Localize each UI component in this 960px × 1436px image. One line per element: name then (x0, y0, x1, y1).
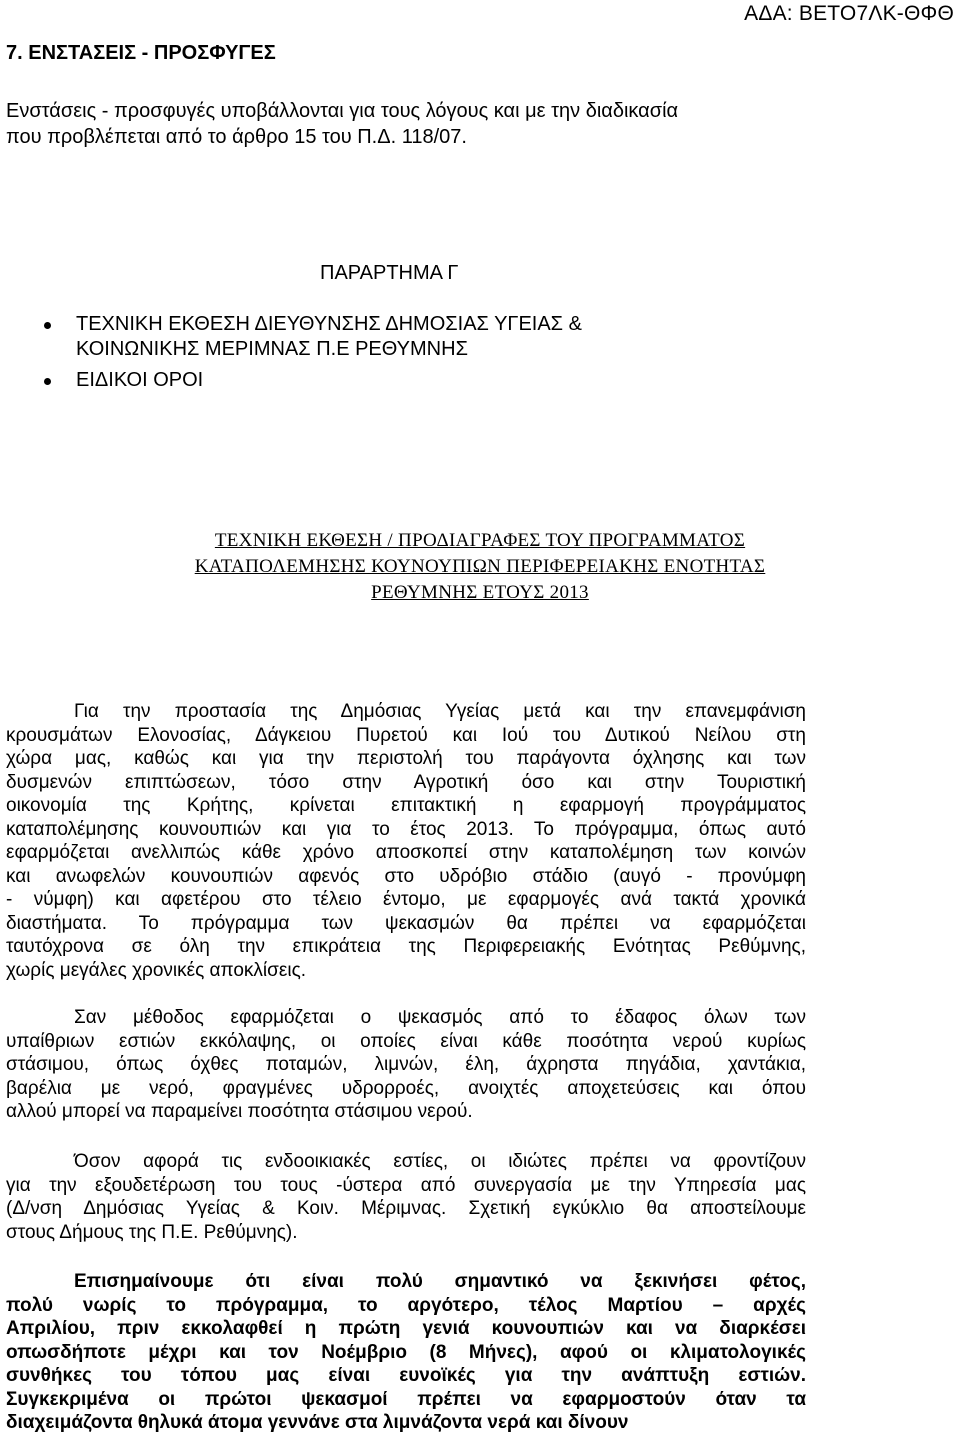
paragraph-line: συνθήκες του τόπου μας είναι ευνοϊκές για την ανάπτυξη εστιών. (6, 1365, 806, 1386)
paragraph-line (6, 1006, 806, 1030)
bullet-item (0, 368, 582, 393)
report-heading (20, 528, 940, 606)
paragraph-line: στους Δήμους της Π.Ε. Ρεθύμνης). (6, 1221, 298, 1243)
paragraph-line: πολύ νωρίς το πρόγραμμα, το αργότερο, τέλος Μαρτίου – αρχές (6, 1294, 806, 1316)
annex-bullet-list (0, 312, 582, 399)
intro-line: Ενστάσεις - προσφυγές υποβάλλονται για τους λόγους και με την διαδικασία (6, 100, 679, 122)
report-heading-line: ΚΑΤΑΠΟΛΕΜΗΣΗΣ ΚΟΥΝΟΥΠΙΩΝ ΠΕΡΙΦΕΡΕΙΑΚΗΣ ΕΝΟΤΗΤΑΣ (194, 556, 766, 577)
paragraph-line: - νύμφη) και αφετέρου στο τέλειο έντομο, με εφαρμογές ανά τακτά χρονικά (6, 889, 806, 910)
bullet-dot-icon (44, 322, 51, 329)
paragraph-timing-notice (6, 1270, 806, 1435)
paragraph-line: Συγκεκριμένα οι πρώτοι ψεκασμοί πρέπει να εφαρμοστούν όταν τα (6, 1388, 806, 1410)
paragraph-line: δυσμενών επιπτώσεων, τόσο στην Αγροτική όσο και στην Τουριστική (6, 771, 806, 793)
paragraph-spraying-method (6, 1006, 806, 1124)
paragraph-line: διαστήματα. Το πρόγραμμα των ψεκασμών θα πρέπει να εφαρμόζεται (6, 912, 806, 934)
paragraph-line: αλλού μπορεί να παραμείνει ποσότητα στάσιμου νερού. (6, 1101, 473, 1122)
paragraph-line: ταυτόχρονα σε όλη την επικράτεια της Περιφερειακής Ενότητας Ρεθύμνης, (6, 936, 806, 957)
bullet-dot-icon (44, 378, 51, 385)
paragraph-line: Απριλίου, πριν εκκολαφθεί η πρώτη γενιά κουνουπιών και να διαρκέσει (6, 1318, 806, 1339)
paragraph-line-text: Επισημαίνουμε ότι είναι πολύ σημαντικό να ξεκινήσει φέτος, (74, 1271, 806, 1292)
paragraph-line (6, 1270, 806, 1294)
bullet-item (0, 312, 582, 362)
paragraph-line (6, 700, 806, 724)
paragraph-line: οικονομία της Κρήτης, κρίνεται επιτακτική η εφαρμογή προγράμματος (6, 795, 806, 816)
paragraph-line-text: Σαν μέθοδος εφαρμόζεται ο ψεκασμός από το έδαφος όλων των (74, 1007, 806, 1028)
paragraph-line: στάσιμου, όπως όχθες ποταμών, λιμνών, έλη, άχρηστα πηγάδια, χαντάκια, (6, 1054, 806, 1075)
paragraph-indoor-sources (6, 1150, 806, 1244)
paragraph-public-health (6, 700, 806, 982)
paragraph-line (6, 1150, 806, 1174)
paragraph-line: βαρέλια με νερό, φραγμένες υδρορροές, ανοιχτές αποχετεύσεις και όπου (6, 1077, 806, 1099)
paragraph-line: εφαρμόζεται ανελλιπώς κάθε χρόνο αποσκοπεί στην καταπολέμηση των κοινών (6, 842, 806, 863)
paragraph-line: (Δ/νση Δημόσιας Υγείας & Κοιν. Μέριμνας. Σχετική εγκύκλιο θα αποστείλουμε (6, 1198, 806, 1219)
bullet-line: ΚΟΙΝΩΝΙΚΗΣ ΜΕΡΙΜΝΑΣ Π.Ε ΡΕΘΥΜΝΗΣ (76, 338, 468, 360)
paragraph-line-text: Όσον αφορά τις ενδοοικιακές εστίες, οι ιδιώτες πρέπει να φροντίζουν (74, 1151, 806, 1172)
report-heading-line: ΡΕΘΥΜΝΗΣ ΕΤΟΥΣ 2013 (371, 582, 589, 603)
intro-paragraph (6, 98, 806, 150)
paragraph-line: χώρα μας, καθώς και για την περιστολή του παράγοντα όχλησης και των (6, 748, 806, 769)
paragraph-line: καταπολέμησης κουνουπιών και για το έτος 2013. Το πρόγραμμα, όπως αυτό (6, 818, 806, 840)
paragraph-line: και ανωφελών κουνουπιών αφενός στο υδρόβιο στάδιο (αυγό - προνύμφη (6, 865, 806, 887)
ada-code: ΑΔΑ: ΒΕΤΟ7ΛΚ-ΘΦΘ (744, 2, 954, 25)
paragraph-line: υπαίθριων εστιών εκκόλαψης, οι οποίες είναι κάθε ποσότητα νερού κυρίως (6, 1030, 806, 1052)
paragraph-line-text: Για την προστασία της Δημόσιας Υγείας μετά και την επανεμφάνιση (74, 701, 806, 722)
report-heading-line: ΤΕΧΝΙΚΗ ΕΚΘΕΣΗ / ΠΡΟΔΙΑΓΡΑΦΕΣ ΤΟΥ ΠΡΟΓΡΑΜΜΑΤΟΣ (214, 530, 746, 551)
paragraph-line: κρουσμάτων Ελονοσίας, Δάγκειου Πυρετού και Ιού του Δυτικού Νείλου στη (6, 724, 806, 746)
paragraph-line: διαχειμάζοντα θηλυκά άτομα γεννάνε στα λιμνάζοντα νερά και δίνουν (6, 1412, 629, 1433)
paragraph-line: οπωσδήποτε μέχρι και τον Νοέμβριο (8 Μήνες), αφού οι κλιματολογικές (6, 1341, 806, 1363)
annex-title: ΠΑΡΑΡΤΗΜΑ Γ (320, 262, 459, 284)
paragraph-line: για την εξουδετέρωση του τους -ύστερα από συνεργασία με την Υπηρεσία μας (6, 1174, 806, 1196)
bullet-line: ΕΙΔΙΚΟΙ ΟΡΟΙ (76, 369, 204, 391)
paragraph-line: χωρίς μεγάλες χρονικές αποκλίσεις. (6, 959, 307, 981)
intro-line: που προβλέπεται από το άρθρο 15 του Π.Δ. 118/07. (6, 126, 467, 148)
bullet-line: ΤΕΧΝΙΚΗ ΕΚΘΕΣΗ ΔΙΕΥΘΥΝΣΗΣ ΔΗΜΟΣΙΑΣ ΥΓΕΙΑΣ & (76, 313, 582, 335)
section-title: 7. ΕΝΣΤΑΣΕΙΣ - ΠΡΟΣΦΥΓΕΣ (6, 42, 276, 64)
